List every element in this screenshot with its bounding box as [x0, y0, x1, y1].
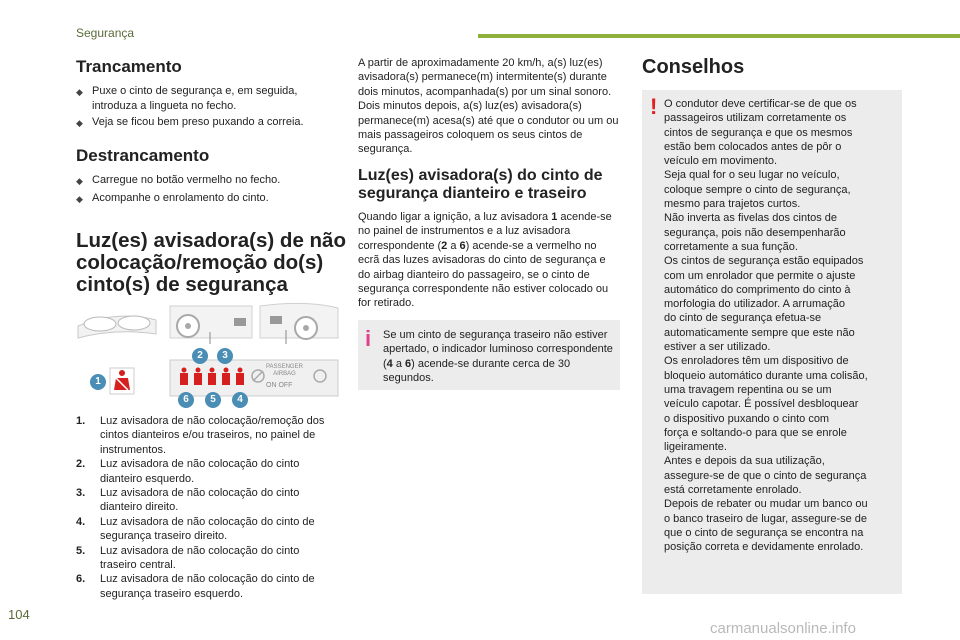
advice-line: estão bem colocados antes de pôr o	[664, 140, 842, 153]
header-rule	[478, 34, 960, 38]
bullet-icon: ◆	[76, 193, 83, 204]
warning-icon: !	[650, 94, 658, 119]
advice-line: cintos de segurança e que os mesmos	[664, 126, 853, 139]
advice-line: bloqueio automático durante uma colisão,	[664, 369, 868, 382]
list-item: 3. Luz avisadora de não colocação do cinto dianteiro direito.	[76, 487, 300, 514]
advice-line: Antes e depois da sua utilização,	[664, 455, 825, 468]
section-label: Segurança	[76, 26, 135, 40]
badge-3: 3	[217, 348, 233, 364]
advice-line: coloque sempre o cinto de segurança,	[664, 183, 851, 196]
list-item: ◆ Carregue no botão vermelho no fecho.	[76, 173, 338, 189]
badge-4: 4	[232, 392, 248, 408]
list-item: ◆ Veja se ficou bem preso puxando a correia.	[76, 115, 338, 131]
heading-front-rear-lights: Luz(es) avisadora(s) do cinto de segurança dianteiro e traseiro	[358, 167, 603, 202]
bullet-icon: ◆	[76, 118, 83, 128]
heading-destrancamento: Destrancamento	[76, 146, 210, 165]
advice-line: O condutor deve certificar-se de que os	[664, 98, 857, 110]
advice-line: o dispositivo puxando o cinto com	[664, 412, 830, 425]
advice-line: Seja qual for o seu lugar no veículo,	[664, 169, 840, 182]
badge-1: 1	[90, 374, 106, 390]
trancamento-list	[76, 84, 338, 133]
bullet-icon: ◆	[76, 87, 83, 97]
panel-on-off-label: ON OFF	[266, 382, 293, 389]
advice-line: passageiros utilizam corretamente os	[664, 112, 847, 125]
advice-line: Depois de rebater ou mudar um banco ou	[664, 498, 868, 511]
advice-line: veículo em movimento.	[664, 155, 778, 168]
badge-6: 6	[178, 392, 194, 408]
page-number: 104	[8, 607, 30, 622]
bullet-icon: ◆	[76, 176, 83, 186]
advice-line: automático do comprimento do cinto à	[664, 283, 851, 296]
advice-line: veículo capotar. É possível desbloquear	[664, 398, 859, 411]
info-icon: i	[365, 326, 372, 351]
advice-line: força e soltando-o para que se enrole	[664, 426, 847, 439]
advice-line: corretamente a sua função.	[664, 240, 798, 253]
badge-2: 2	[192, 348, 208, 364]
badge-5: 5	[205, 392, 221, 408]
advice-line: com um enrolador que permite o ajuste	[664, 269, 856, 282]
advice-line: assegure-se de que o cinto de segurança	[664, 469, 867, 482]
advice-box	[642, 90, 902, 594]
advice-line: Os enroladores têm um dispositivo de	[664, 355, 849, 368]
info-box	[358, 320, 620, 390]
advice-line: que o cinto de segurança se encontra na	[664, 526, 864, 539]
list-item: 1. Luz avisadora de não colocação/remoção dos cintos dianteiros e/ou traseiros, no painel de instrumentos.	[76, 415, 325, 456]
advice-line: posição correta e devidamente enrolado.	[664, 541, 864, 554]
warning-lights-list	[76, 414, 338, 601]
intro-paragraph: A partir de aproximadamente 20 km/h, a(s) luz(es) avisadora(s) permanece(m) intermitente(s) durante dois minutos, acompanhada(s) por um sinal sonoro. Dois minutos depois, a(s) luz(es) avisadora(s) permanece(m) acesa(s) até que o condutor ou um ou mais passageiros coloquem os seus cintos de segurança.	[358, 57, 619, 156]
panel-airbag-label: PASSENGER AIRBAG	[266, 364, 303, 377]
advice-line: automaticamente sempre que este não	[664, 326, 855, 339]
list-item: 4. Luz avisadora de não colocação do cinto de segurança traseiro direito.	[76, 515, 315, 543]
heading-luzes: Luz(es) avisadora(s) de não colocação/remoção do(s) cinto(s) de segurança	[76, 229, 346, 296]
destrancamento-list	[76, 173, 338, 208]
list-item: 6. Luz avisadora de não colocação do cinto de segurança traseiro esquerdo.	[76, 573, 315, 600]
advice-line: está corretamente enrolado.	[664, 484, 802, 497]
advice-line: segurança, pois não desempenharão	[664, 226, 846, 239]
watermark: carmanualsonline.info	[710, 620, 856, 637]
advice-line: Os cintos de segurança estão equipados	[664, 255, 864, 268]
seatbelt-warning-figure	[76, 298, 340, 410]
advice-line: ligeiramente.	[664, 441, 727, 454]
advice-line: mesmo para trajetos curtos.	[664, 198, 801, 211]
advice-line: morfologia do utilizador. A arrumação	[664, 298, 845, 311]
list-item: 5. Luz avisadora de não colocação do cinto traseiro central.	[76, 544, 300, 572]
advice-text	[664, 97, 900, 555]
heading-trancamento: Trancamento	[76, 57, 182, 76]
advice-line: do cinto de segurança efetua-se	[664, 312, 822, 325]
heading-conselhos: Conselhos	[642, 56, 745, 78]
list-item: ◆ Acompanhe o enrolamento do cinto.	[76, 191, 338, 207]
ignition-paragraph: Quando ligar a ignição, a luz avisadora 1 acende-se no painel de instrumentos e a luz avisadora correspondente (2 a 6) acende-se a vermelho no ecrã das luzes avisadoras do cinto de segurança e do airbag dianteiro do passageiro, se o cinto de segurança correspondente não estiver colocado ou for retirado.	[358, 211, 612, 310]
advice-line: Não inverta as fivelas dos cintos de	[664, 212, 838, 225]
advice-line: uma travagem repentina ou se um	[664, 383, 832, 396]
info-text: Se um cinto de segurança traseiro não estiver apertado, o indicador luminoso correspondente (4 a 6) acende-se durante cerca de 30 segundos.	[383, 329, 613, 384]
list-item: ◆ Puxe o cinto de segurança e, em seguida, introduza a lingueta no fecho.	[76, 85, 298, 112]
list-item: 2. Luz avisadora de não colocação do cinto dianteiro esquerdo.	[76, 458, 300, 485]
advice-line: o banco traseiro de lugar, assegure-se de	[664, 512, 868, 525]
advice-line: estiver a ser utilizado.	[664, 341, 771, 354]
